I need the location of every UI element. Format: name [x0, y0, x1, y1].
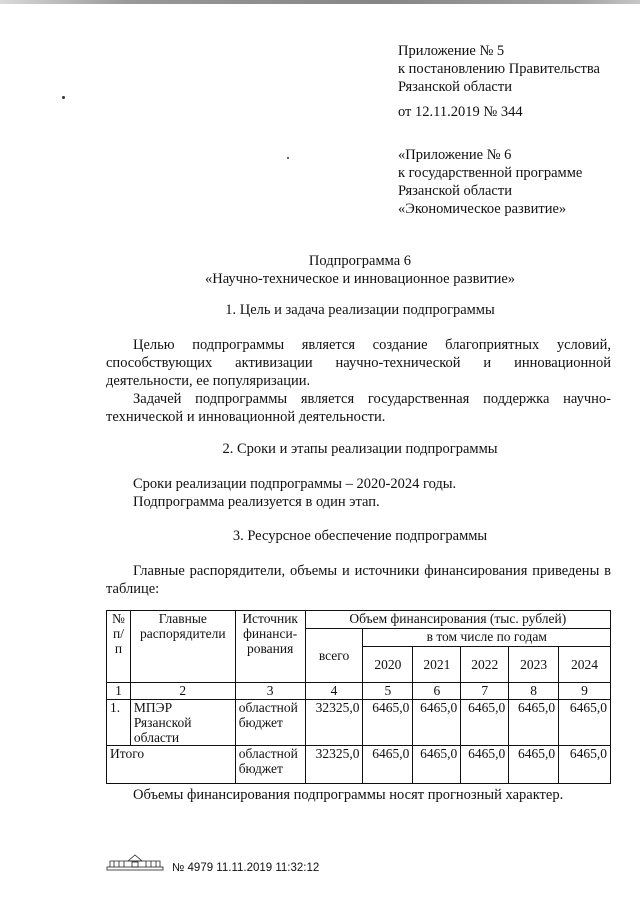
- section1-heading: 1. Цель и задача реализации подпрограммы: [225, 302, 495, 318]
- header-year: 2024: [559, 647, 611, 683]
- row-total: 32325,0: [305, 700, 363, 746]
- section1-task-paragraph: Задачей подпрограммы является государственная поддержка научно-технической и инновационной деятельности.: [106, 391, 611, 425]
- row-num: 1.: [107, 700, 131, 746]
- appendix-number: Приложение № 5: [398, 43, 505, 59]
- scan-speck: [287, 157, 289, 159]
- header-num: № п/п: [107, 611, 131, 683]
- header-year: 2023: [509, 647, 559, 683]
- forecast-note: Объемы финансирования подпрограммы носят прогнозный характер.: [133, 787, 564, 803]
- header-year: 2020: [363, 647, 413, 683]
- row-year-value: 6465,0: [461, 700, 509, 746]
- total-year-value: 6465,0: [363, 746, 413, 784]
- appendix-date: от 12.11.2019 № 344: [398, 104, 523, 120]
- row-year-value: 6465,0: [509, 700, 559, 746]
- section3-intro: Главные распорядители, объемы и источники финансирования приведены в таблице:: [106, 563, 611, 597]
- previous-appendix-header: [398, 146, 582, 218]
- column-number: 1: [107, 683, 131, 700]
- prev-appendix-ref: к государственной программе: [398, 165, 583, 181]
- row-manager: МПЭР Рязанской области: [130, 700, 235, 746]
- total-year-value: 6465,0: [559, 746, 611, 784]
- column-number: 8: [509, 683, 559, 700]
- title-line2: «Научно-техническое и инновационное развитие»: [204, 271, 516, 287]
- section2-stages: Подпрограмма реализуется в один этап.: [133, 494, 380, 510]
- column-number: 6: [413, 683, 461, 700]
- total-source: областной бюджет: [235, 746, 305, 784]
- row-year-value: 6465,0: [413, 700, 461, 746]
- scan-speck: [62, 96, 65, 99]
- column-number: 4: [305, 683, 363, 700]
- appendix-region: Рязанской области: [398, 79, 512, 95]
- column-number: 2: [130, 683, 235, 700]
- header-volume: Объем финансирования (тыс. рублей): [305, 611, 610, 629]
- column-number: 3: [235, 683, 305, 700]
- column-number: 5: [363, 683, 413, 700]
- header-year: 2022: [461, 647, 509, 683]
- column-number: 7: [461, 683, 509, 700]
- scan-edge: [0, 0, 640, 4]
- row-source: областной бюджет: [235, 700, 305, 746]
- total-year-value: 6465,0: [509, 746, 559, 784]
- table-header-row: [107, 611, 611, 629]
- total-sum: 32325,0: [305, 746, 363, 784]
- section1-goal-paragraph: Целью подпрограммы является создание благоприятных условий, способствующих активизации научно-технической и инновационной деятельности, ее популяризации.: [106, 337, 611, 389]
- appendix-ref: к постановлению Правительства: [398, 61, 600, 77]
- prev-appendix-number: «Приложение № 6: [398, 147, 512, 163]
- total-year-value: 6465,0: [461, 746, 509, 784]
- section2-heading: 2. Сроки и этапы реализации подпрограммы: [222, 441, 498, 457]
- column-number: 9: [559, 683, 611, 700]
- prev-appendix-region: Рязанской области: [398, 183, 512, 199]
- appendix-header: [398, 42, 600, 121]
- header-year: 2021: [413, 647, 461, 683]
- row-year-value: 6465,0: [363, 700, 413, 746]
- registration-number: № 4979 11.11.2019 11:32:12: [172, 862, 320, 874]
- title-line1: Подпрограмма 6: [308, 253, 412, 269]
- total-label: Итого: [107, 746, 236, 784]
- section3-heading: 3. Ресурсное обеспечение подпрограммы: [232, 528, 488, 544]
- government-building-stamp-icon: [106, 852, 164, 872]
- column-number-row: [107, 683, 611, 700]
- row-year-value: 6465,0: [559, 700, 611, 746]
- header-source: Источник финанси-рования: [235, 611, 305, 683]
- prev-appendix-program: «Экономическое развитие»: [398, 201, 567, 217]
- header-managers: Главные распорядители: [130, 611, 235, 683]
- table-total-row: [107, 746, 611, 784]
- financing-table: [106, 610, 611, 784]
- section2-period: Сроки реализации подпрограммы – 2020-2024 годы.: [133, 476, 457, 492]
- header-by-years: в том числе по годам: [363, 629, 611, 647]
- table-row: [107, 700, 611, 746]
- header-total: всего: [305, 629, 363, 683]
- total-year-value: 6465,0: [413, 746, 461, 784]
- subprogram-title: [100, 252, 620, 288]
